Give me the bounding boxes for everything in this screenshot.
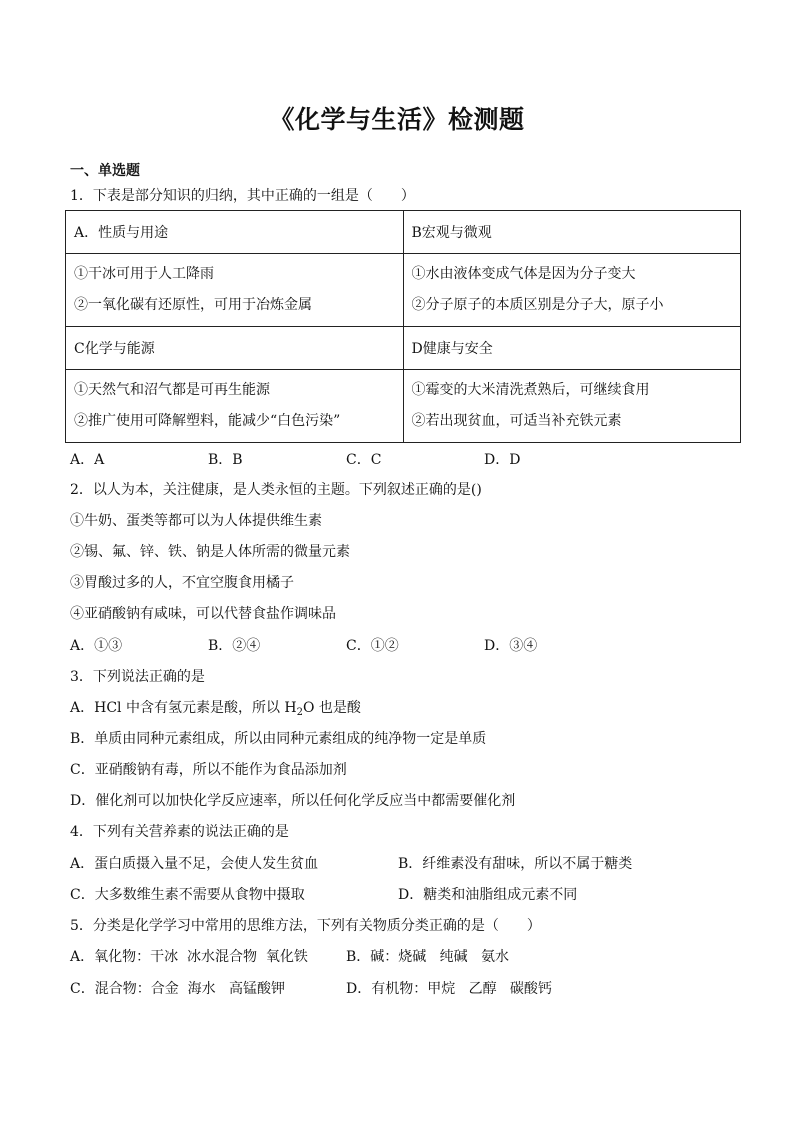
cell-b-head: B宏观与微观 [403,211,741,254]
cell-a-head: A．性质与用途 [66,211,404,254]
cell-d-item-1: ①霉变的大米清洗煮熟后，可继续食用 [411,382,650,398]
question-4-options-row-1 [70,854,632,874]
q2-statement-3: ③胃酸过多的人，不宜空腹食用橘子 [70,575,294,591]
cell-d-item-2: ②若出现贫血，可适当补充铁元素 [411,413,622,429]
q1-option-c[interactable]: C．C [346,452,382,468]
q2-option-a[interactable]: A．①③ [70,638,123,654]
q3-option-a-text-end: O 也是酸 [303,700,361,716]
question-4-stem: 4．下列有关营养素的说法正确的是 [70,824,289,840]
q3-option-a-subscript: 2 [296,707,303,718]
q2-option-b[interactable]: B．②④ [208,638,261,654]
cell-c-body [66,370,404,443]
cell-b-item-2: ②分子原子的本质区别是分子大，原子小 [411,297,664,313]
cell-d-head: D健康与安全 [403,327,741,370]
q4-option-b[interactable]: B．纤维素没有甜味，所以不属于糖类 [398,856,633,872]
question-5-options-row-1 [70,947,509,967]
q3-option-a-text: A．HCl 中含有氢元素是酸，所以 H [70,700,297,716]
cell-c-head: C化学与能源 [66,327,404,370]
q4-option-a[interactable]: A．蛋白质摄入量不足，会使人发生贫血 [70,856,319,872]
q1-option-a[interactable]: A．A [70,452,105,468]
cell-c-item-1: ①天然气和沼气都是可再生能源 [74,382,270,398]
cell-c-item-2: ②推广使用可降解塑料，能减少“白色污染” [74,413,341,429]
q2-option-d[interactable]: D．③④ [484,638,538,654]
cell-a-item-2: ②一氧化碳有还原性，可用于冶炼金属 [74,297,312,313]
question-3-stem: 3．下列说法正确的是 [70,669,205,685]
question-2-options [70,636,537,656]
cell-b-item-1: ①水由液体变成气体是因为分子变大 [411,266,636,282]
question-1-options [70,450,520,470]
page-title: 《化学与生活》检测题 [269,105,525,134]
q3-option-b[interactable]: B．单质由同种元素组成，所以由同种元素组成的纯净物一定是单质 [70,731,487,747]
question-2-stem: 2．以人为本，关注健康，是人类永恒的主题。下列叙述正确的是() [70,482,482,498]
q5-option-a[interactable]: A．氧化物：干冰 冰水混合物 氧化铁 [70,949,308,965]
knowledge-table [65,210,741,443]
q2-statement-2: ②锡、氟、锌、铁、钠是人体所需的微量元素 [70,544,350,560]
q5-option-b[interactable]: B．碱：烧碱 纯碱 氨水 [346,949,509,965]
q5-option-c[interactable]: C．混合物：合金 海水 高锰酸钾 [70,981,285,997]
section-heading: 一、单选题 [70,163,140,179]
question-1-stem: 1．下表是部分知识的归纳，其中正确的一组是（ ） [70,188,415,204]
q3-option-c[interactable]: C．亚硝酸钠有毒，所以不能作为食品添加剂 [70,762,347,778]
q1-option-b[interactable]: B．B [208,452,243,468]
q4-option-d[interactable]: D．糖类和油脂组成元素不同 [398,887,578,903]
cell-d-body [403,370,741,443]
question-4-options-row-2 [70,885,577,905]
q3-option-a[interactable] [70,698,361,723]
q3-option-d[interactable]: D．催化剂可以加快化学反应速率，所以任何化学反应当中都需要催化剂 [70,793,516,809]
cell-b-body [403,254,741,327]
q2-statement-4: ④亚硝酸钠有咸味，可以代替食盐作调味品 [70,606,336,622]
q4-option-c[interactable]: C．大多数维生素不需要从食物中摄取 [70,887,305,903]
q5-option-d[interactable]: D．有机物：甲烷 乙醇 碳酸钙 [346,981,552,997]
cell-a-body [66,254,404,327]
q2-statement-1: ①牛奶、蛋类等都可以为人体提供维生素 [70,513,322,529]
question-5-stem: 5．分类是化学学习中常用的思维方法，下列有关物质分类正确的是（ ） [70,918,541,934]
question-5-options-row-2 [70,979,552,999]
q1-option-d[interactable]: D．D [484,452,521,468]
q2-option-c[interactable]: C．①② [346,638,399,654]
cell-a-item-1: ①干冰可用于人工降雨 [74,266,214,282]
